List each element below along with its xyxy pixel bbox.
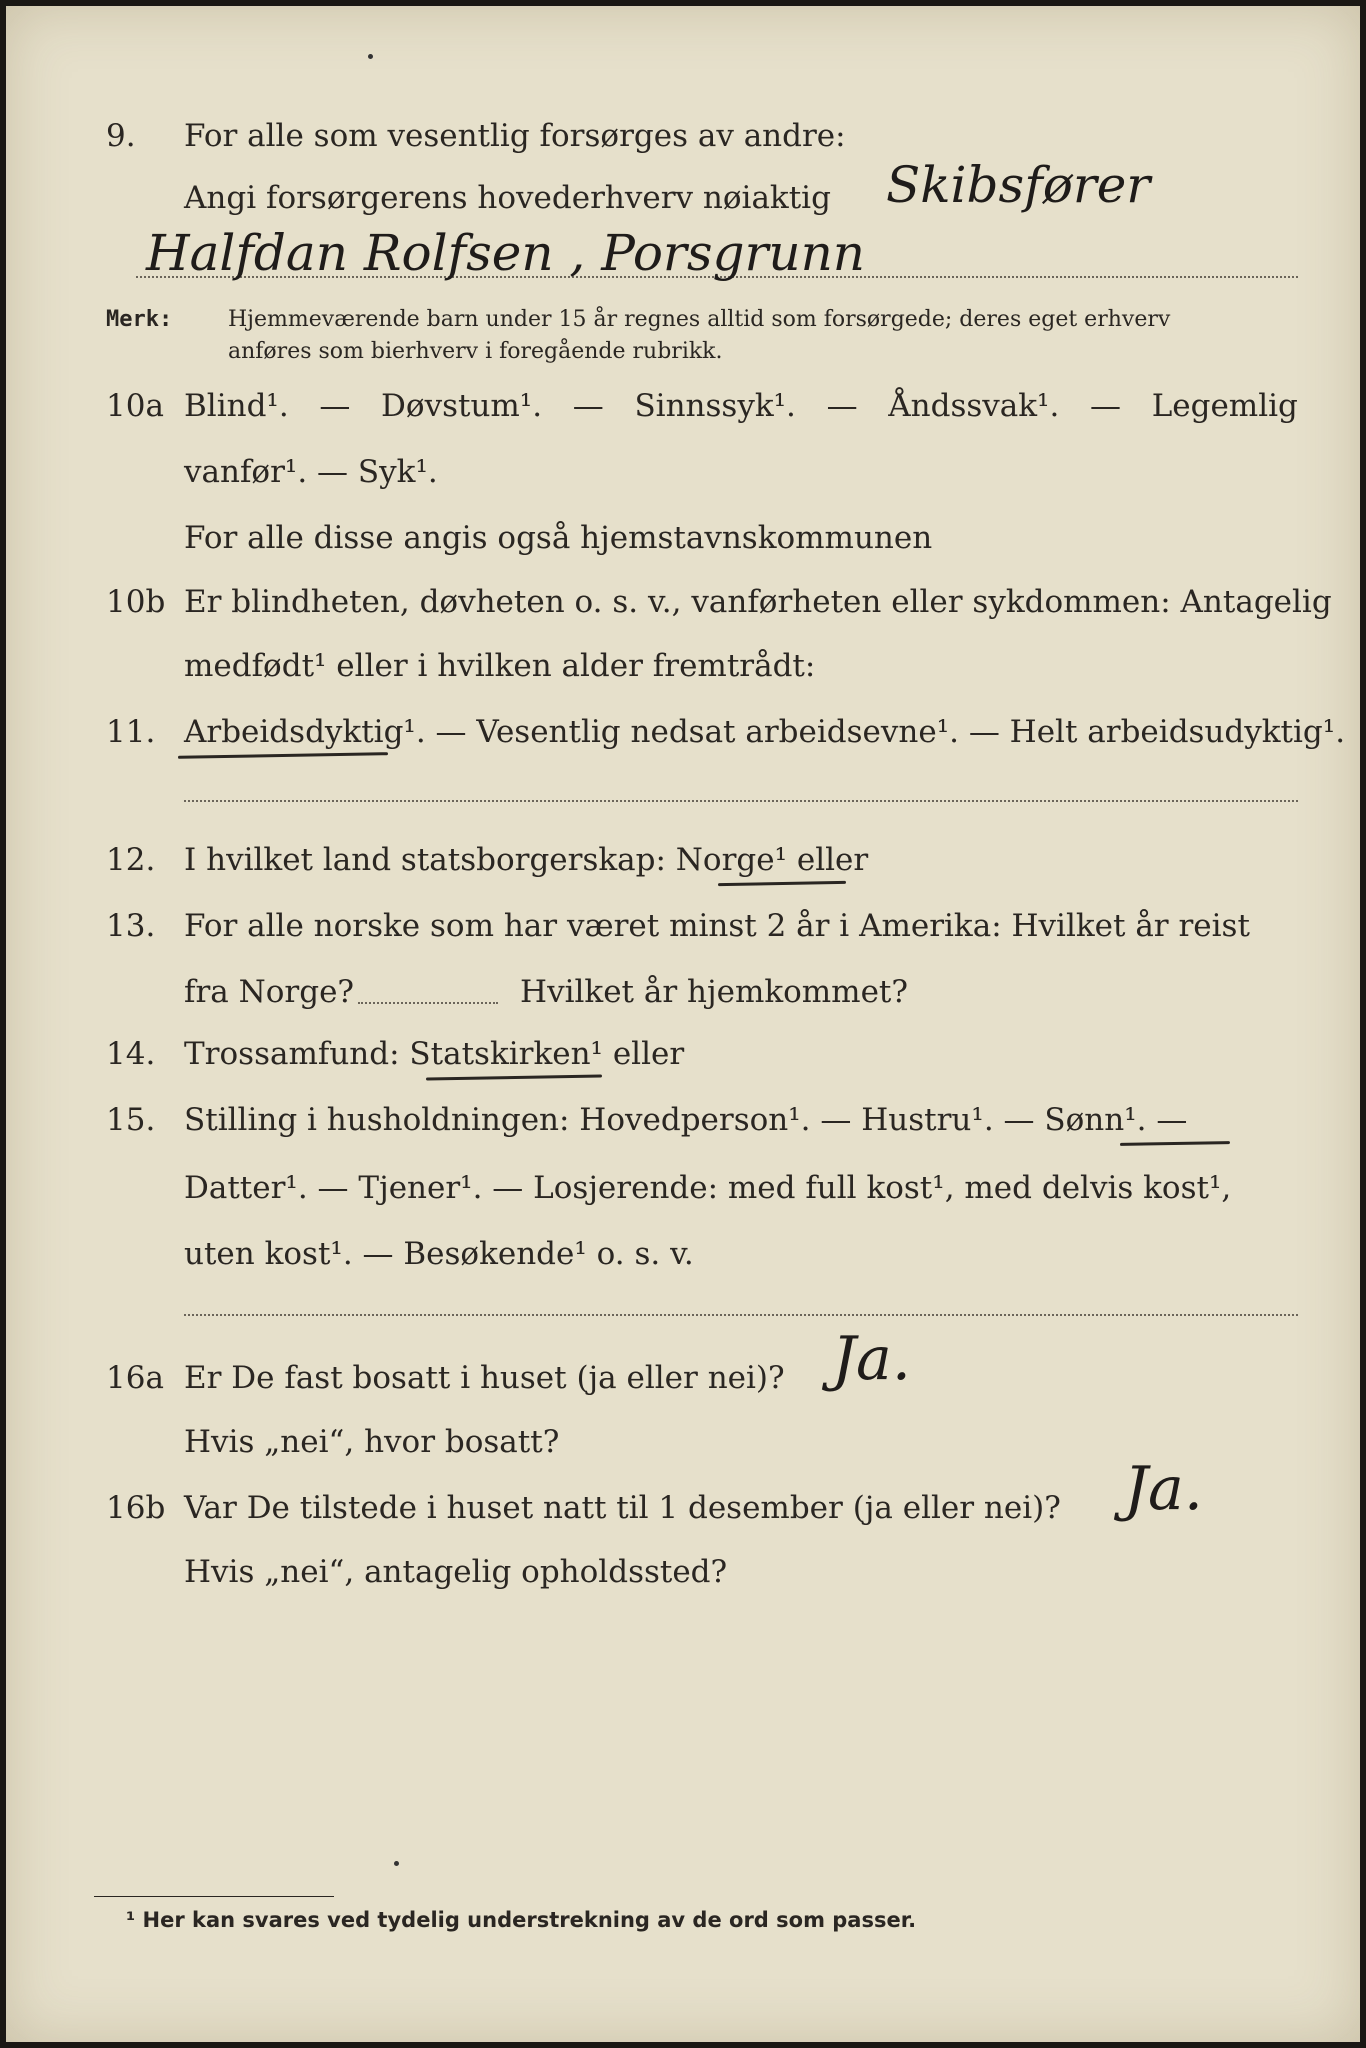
question-15-line-1 [6, 1094, 1360, 1144]
question-text: Er De fast bosatt i huset (ja eller nei)? [184, 1360, 785, 1396]
question-text: Trossamfund: Statskirken¹ eller [184, 1036, 685, 1072]
question-15-line-3 [6, 1228, 1360, 1278]
question-13-line-1 [6, 900, 1360, 950]
option-legemlig[interactable]: Legemlig [1151, 388, 1298, 424]
option-andssvak[interactable]: Åndssvak¹. [888, 388, 1060, 424]
question-number: 9. [106, 118, 136, 154]
question-text: Hvis „nei“, antagelig opholdssted? [184, 1554, 728, 1590]
answer-field[interactable] [184, 1314, 1298, 1316]
separator: — [826, 388, 858, 424]
question-text: Hvis „nei“, hvor bosatt? [184, 1424, 560, 1460]
question-10b-line-2 [6, 640, 1360, 690]
question-number: 16a [106, 1360, 164, 1396]
separator: — [572, 388, 604, 424]
handwritten-underline [1120, 1141, 1230, 1146]
question-number: 13. [106, 908, 156, 944]
question-14-line-1 [6, 1028, 1360, 1078]
question-text: Arbeidsdyktig¹. — Vesentlig nedsat arbeidsevne¹. — Helt arbeidsudyktig¹. [184, 714, 1346, 750]
question-text: medfødt¹ eller i hvilken alder fremtrådt: [184, 648, 816, 684]
question-number: 12. [106, 842, 156, 878]
answer-field[interactable] [358, 1002, 498, 1004]
question-text: Hvilket år hjemkommet? [520, 974, 909, 1010]
question-12-line-1 [6, 834, 1360, 884]
question-text: Stilling i husholdningen: Hovedperson¹. — Hustru¹. — Sønn¹. — [184, 1102, 1188, 1138]
separator: — [319, 388, 351, 424]
handwritten-answer: Ja. [832, 1324, 911, 1394]
option-dovstum[interactable]: Døvstum¹. [381, 388, 543, 424]
question-10a-line-3 [6, 512, 1360, 562]
question-text: Datter¹. — Tjener¹. — Losjerende: med full kost¹, med delvis kost¹, [184, 1170, 1232, 1206]
question-number: 10a [106, 388, 164, 424]
question-text: For alle norske som har været minst 2 år i Amerika: Hvilket år reist [184, 908, 1250, 944]
census-form-page [6, 6, 1360, 2042]
question-10b-line-1 [6, 576, 1360, 626]
question-number: 14. [106, 1036, 156, 1072]
option-list [184, 388, 1298, 424]
question-number: 10b [106, 584, 166, 620]
question-text: Er blindheten, døvheten o. s. v., vanførheten eller sykdommen: Antagelig [184, 584, 1332, 620]
question-9-line-1 [6, 110, 1360, 160]
ink-speck [368, 54, 373, 59]
question-10a-line-2 [6, 446, 1360, 496]
ink-speck [394, 1861, 399, 1866]
question-text: Var De tilstede i huset natt til 1 desember (ja eller nei)? [184, 1490, 1061, 1526]
question-16b-line-2 [6, 1546, 1360, 1596]
footnote-rule [94, 1896, 334, 1897]
question-10a-line-1 [6, 380, 1360, 430]
question-text: uten kost¹. — Besøkende¹ o. s. v. [184, 1236, 694, 1272]
note-line-2 [6, 320, 1360, 370]
handwritten-answer: Skibsfører [886, 156, 1151, 214]
question-text: I hvilket land statsborgerskap: Norge¹ eller [184, 842, 869, 878]
question-13-line-2 [6, 966, 1360, 1016]
answer-field[interactable] [184, 800, 1298, 802]
note-text: anføres som bierhverv i foregående rubrikk. [228, 339, 723, 364]
question-text: fra Norge? [184, 974, 355, 1010]
handwritten-answer: Halfdan Rolfsen , Porsgrunn [146, 224, 865, 282]
question-number: 15. [106, 1102, 156, 1138]
question-11-line-1 [6, 706, 1360, 756]
question-9-line-2 [6, 172, 1360, 222]
question-text: vanfør¹. — Syk¹. [184, 454, 438, 490]
question-15-line-2 [6, 1162, 1360, 1212]
handwritten-answer: Ja. [1124, 1454, 1203, 1524]
option-sinnssyk[interactable]: Sinnssyk¹. [634, 388, 796, 424]
question-16a-line-1 [6, 1352, 1360, 1402]
question-text: For alle som vesentlig forsørges av andre: [184, 118, 846, 154]
note-label: Merk: [106, 307, 173, 332]
question-number: 11. [106, 714, 156, 750]
option-blind[interactable]: Blind¹. [184, 388, 289, 424]
question-text: For alle disse angis også hjemstavnskommunen [184, 520, 933, 556]
footnote: ¹ Her kan svares ved tydelig understrekning av de ord som passer. [126, 1908, 917, 1932]
question-text: Angi forsørgerens hovederhverv nøiaktig [184, 180, 831, 216]
separator: — [1090, 388, 1122, 424]
note-text: Hjemmeværende barn under 15 år regnes alltid som forsørgede; deres eget erhverv [228, 307, 1171, 332]
question-number: 16b [106, 1490, 166, 1526]
